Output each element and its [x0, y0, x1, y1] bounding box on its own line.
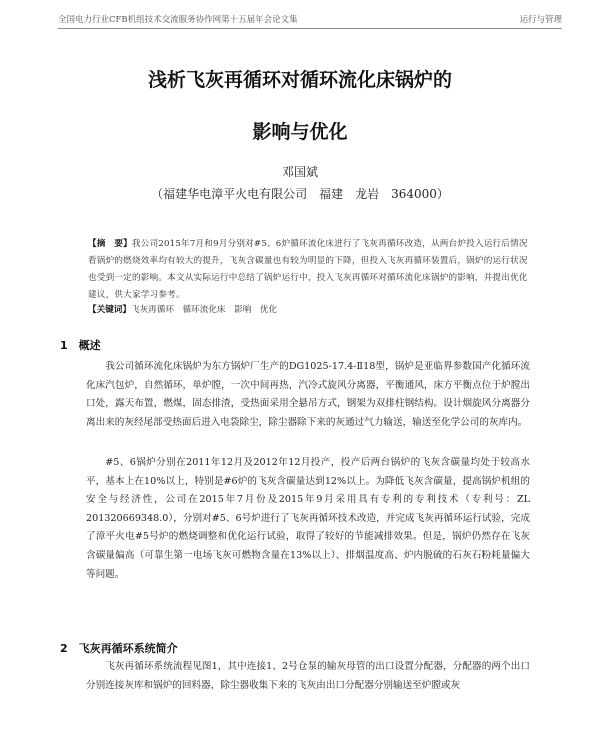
header-right-text: 运行与管理: [519, 15, 562, 25]
paper-title-line1: 浅析飞灰再循环对循环流化床锅炉的: [147, 69, 452, 91]
author-name: 邓国斌: [281, 165, 318, 179]
section1-paragraph-2: #5、6锅炉分别在2011年12月及2012年12月投产，投产后两台锅炉的飞灰含碳量均处于较高水平，基本上在10%以上，特别是#6炉的飞灰含碳量达到12%以上。为降低飞灰含碳量，提高锅炉机组的安全与经济性，公司在2015年7月份及2015年9月采用具有专利的专利技术（专利号：ZL 201320669348.0），分别对#5、6号炉进行了飞灰再循环技术改造，并完成飞灰再循环运行试验，完成了漳平火电#5号炉的燃烧调整和优化运行试验，取得了较好的节能减排效果。但是，锅炉仍然存在飞灰含碳量偏高（可靠生第一电场飞灰可燃物含量在13%以上）、排烟温度高、炉内脱硫的石灰石粉耗量偏大等问题。: [86, 457, 530, 580]
paper-title-line2: 影响与优化: [252, 121, 348, 143]
section2-paragraph-1: 飞灰再循环系统流程见图1，其中连接1、2号仓泵的输灰母管的出口设置分配器，分配器的两个出口分别连接灰库和锅炉的回料器，除尘器收集下来的飞灰由出口分配器分别输送至炉膛或灰: [86, 661, 530, 691]
abstract: [88, 236, 528, 304]
author-affiliation: （福建华电漳平火电有限公司 福建 龙岩 364000）: [151, 187, 449, 201]
section-heading-system: 2 飞灰再循环系统简介: [60, 642, 178, 655]
section1-paragraph-1: 我公司循环流化床锅炉为东方锅炉厂生产的DG1025-17.4-Ⅱ18型，锅炉是亚临界参数国产化循环流化床汽包炉，自然循环，单炉膛，一次中间再热，汽冷式旋风分离器，平衡通风，床方平衡点位于炉膛出口处，露天布置，燃煤，固态排渣，受热面采用全悬吊方式，钢架为双排柱钢结构。设计烟旋风分离器分离出来的灰经尾部受热面后进入电袋除尘，除尘器除下来的灰通过气力输送，输送至化学公司的灰库内。: [86, 361, 530, 428]
abstract-text: 我公司2015年7月和9月分别对#5、6炉循环流化床进行了飞灰再循环改造，从两台炉投入运行后情况看锅炉的燃烧效率均有较大的提升，飞灰含碳量也有较为明显的下降，但投入飞灰再循环装置后，锅炉的运行状况也受到一定的影响。本文从实际运行中总结了锅炉运行中，投入飞灰再循环对循环流化床锅炉的影响，并提出优化建议，供大家学习参考。: [88, 239, 528, 300]
running-header: [58, 10, 562, 29]
header-left-text: 全国电力行业CFB机组技术交流服务协作网第十五届年会论文集: [58, 15, 298, 25]
keywords: [88, 303, 528, 315]
section-heading-overview: 1 概述: [60, 339, 101, 352]
abstract-label: 【摘 要】: [88, 239, 132, 249]
keywords-label: 【关键词】: [88, 305, 131, 315]
keywords-text: 飞灰再循环 循环流化床 影响 优化: [130, 305, 278, 315]
